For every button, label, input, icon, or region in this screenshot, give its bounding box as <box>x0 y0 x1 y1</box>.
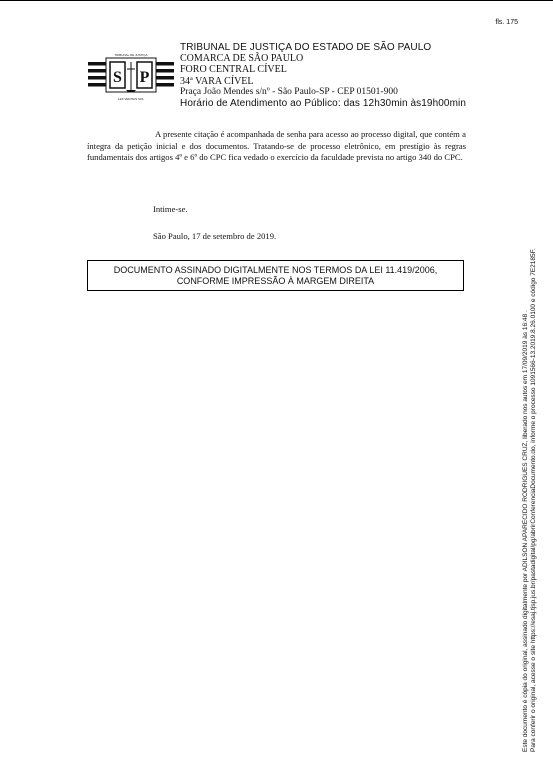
svg-text:P: P <box>139 69 150 86</box>
court-header <box>180 42 510 109</box>
signature-line-2: CONFORME IMPRESSÃO À MARGEM DIREITA <box>176 276 375 286</box>
document-date: São Paulo, 17 de setembro de 2019. <box>153 231 277 241</box>
margin-note-line-1: Este documento é cópia do original, assinado digitalmente por ADILSON APARECIDO RODRIGUES CRUZ, liberado nos autos em 17/09/2019 às 16:48 . <box>522 310 529 752</box>
closing-text: Intime-se. <box>153 204 188 214</box>
court-division: 34ª VARA CÍVEL <box>180 75 254 87</box>
district-name: COMARCA DE SÃO PAULO <box>180 53 304 65</box>
svg-text:LEX VERITAS SOL: LEX VERITAS SOL <box>118 97 144 101</box>
signature-line-1: DOCUMENTO ASSINADO DIGITALMENTE NOS TERMOS DA LEI 11.419/2006, <box>113 265 438 275</box>
page-number: fls. 175 <box>495 19 518 26</box>
court-name: TRIBUNAL DE JUSTIÇA DO ESTADO DE SÃO PAULO <box>180 42 432 53</box>
svg-text:S: S <box>113 69 122 86</box>
public-hours: Horário de Atendimento ao Público: das 12h30min às19h00min <box>180 98 466 110</box>
margin-verification-note <box>522 52 538 752</box>
court-address: Praça João Mendes s/nº - São Paulo-SP - CEP 01501-900 <box>180 86 398 97</box>
document-body <box>87 129 466 164</box>
court-seal-logo <box>88 52 174 104</box>
body-paragraph: A presente citação é acompanhada de senha para acesso ao processo digital, que contém a íntegra da petição inicial e dos documentos. Tratando-se de processo eletrônico, em prestígio às regras fundamentais dos artigos 4º e 6º do CPC fica vedado o exercício da faculdade prevista no artigo 340 do CPC. <box>87 129 466 163</box>
margin-note-line-2: Para conferir o original, acesse o site https://esaj.tjsp.jus.br/pastadigital/pg/abrirConferenciaDocumento.do, informe o processo 1091566-13.2019.8.26.0100 e código 7E2185F. <box>530 248 537 752</box>
top-rule <box>0 0 553 1</box>
svg-text:TRIBUNAL DE JUSTIÇA: TRIBUNAL DE JUSTIÇA <box>114 53 148 57</box>
digital-signature-box <box>87 260 464 291</box>
forum-name: FORO CENTRAL CÍVEL <box>180 64 287 76</box>
